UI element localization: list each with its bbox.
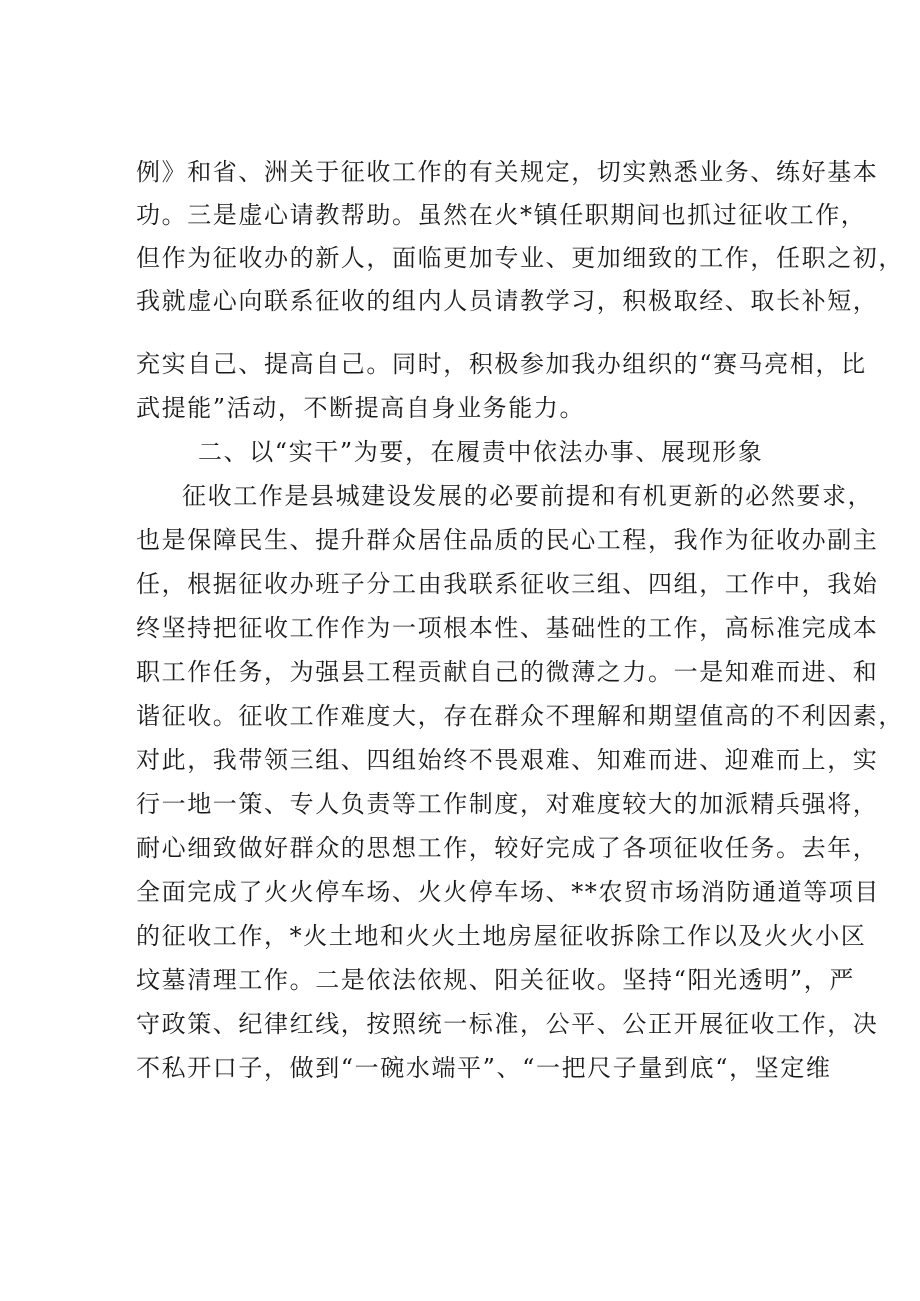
paragraph-line: 行一地一策、专人负责等工作制度，对难度较大的加派精兵强将， bbox=[136, 790, 879, 818]
paragraph-line: 功。三是虚心请教帮助。虽然在火*镇任职期间也抓过征收工作， bbox=[136, 201, 867, 229]
section-heading: 二、以“实干”为要，在履责中依法办事、展现形象 bbox=[198, 438, 764, 466]
paragraph-line: 任，根据征收办班子分工由我联系征收三组、四组，工作中，我始 bbox=[136, 570, 879, 598]
paragraph-line: 职工作任务，为强县工程贡献自己的微薄之力。一是知难而进、和 bbox=[136, 658, 879, 686]
paragraph-line: 也是保障民生、提升群众居住品质的民心工程，我作为征收办副主 bbox=[136, 526, 879, 554]
paragraph-line: 谐征收。征收工作难度大，存在群众不理解和期望值高的不利因素， bbox=[136, 702, 904, 730]
paragraph-line: 守政策、纪律红线，按照统一标准，公平、公正开展征收工作，决 bbox=[136, 1010, 879, 1038]
paragraph-line: 全面完成了火火停车场、火火停车场、**农贸市场消防通道等项目 bbox=[136, 878, 880, 906]
paragraph-line: 坟墓清理工作。二是依法依规、阳关征收。坚持“阳光透明”，严 bbox=[136, 966, 855, 994]
paragraph-line: 耐心细致做好群众的思想工作，较好完成了各项征收任务。去年， bbox=[136, 834, 879, 862]
paragraph-line: 征收工作是县城建设发展的必要前提和有机更新的必然要求， bbox=[182, 482, 874, 510]
paragraph-line: 充实自己、提高自己。同时，积极参加我办组织的“赛马亮相，比 bbox=[136, 350, 867, 378]
paragraph-line: 不私开口子，做到“一碗水端平”、“一把尺子量到底“，坚定维 bbox=[136, 1054, 832, 1082]
paragraph-line: 但作为征收办的新人，面临更加专业、更加细致的工作，任职之初， bbox=[136, 244, 904, 272]
paragraph-line: 武提能”活动，不断提高自身业务能力。 bbox=[136, 394, 586, 422]
paragraph-line: 对此，我带领三组、四组始终不畏艰难、知难而进、迎难而上，实 bbox=[136, 746, 879, 774]
paragraph-line: 的征收工作，*火土地和火火土地房屋征收拆除工作以及火火小区 bbox=[136, 922, 867, 950]
paragraph-line: 例》和省、洲关于征收工作的有关规定，切实熟悉业务、练好基本 bbox=[136, 158, 879, 186]
paragraph-line: 终坚持把征收工作作为一项根本性、基础性的工作，高标准完成本 bbox=[136, 614, 879, 642]
paragraph-line: 我就虚心向联系征收的组内人员请教学习，积极取经、取长补短， bbox=[136, 287, 879, 315]
